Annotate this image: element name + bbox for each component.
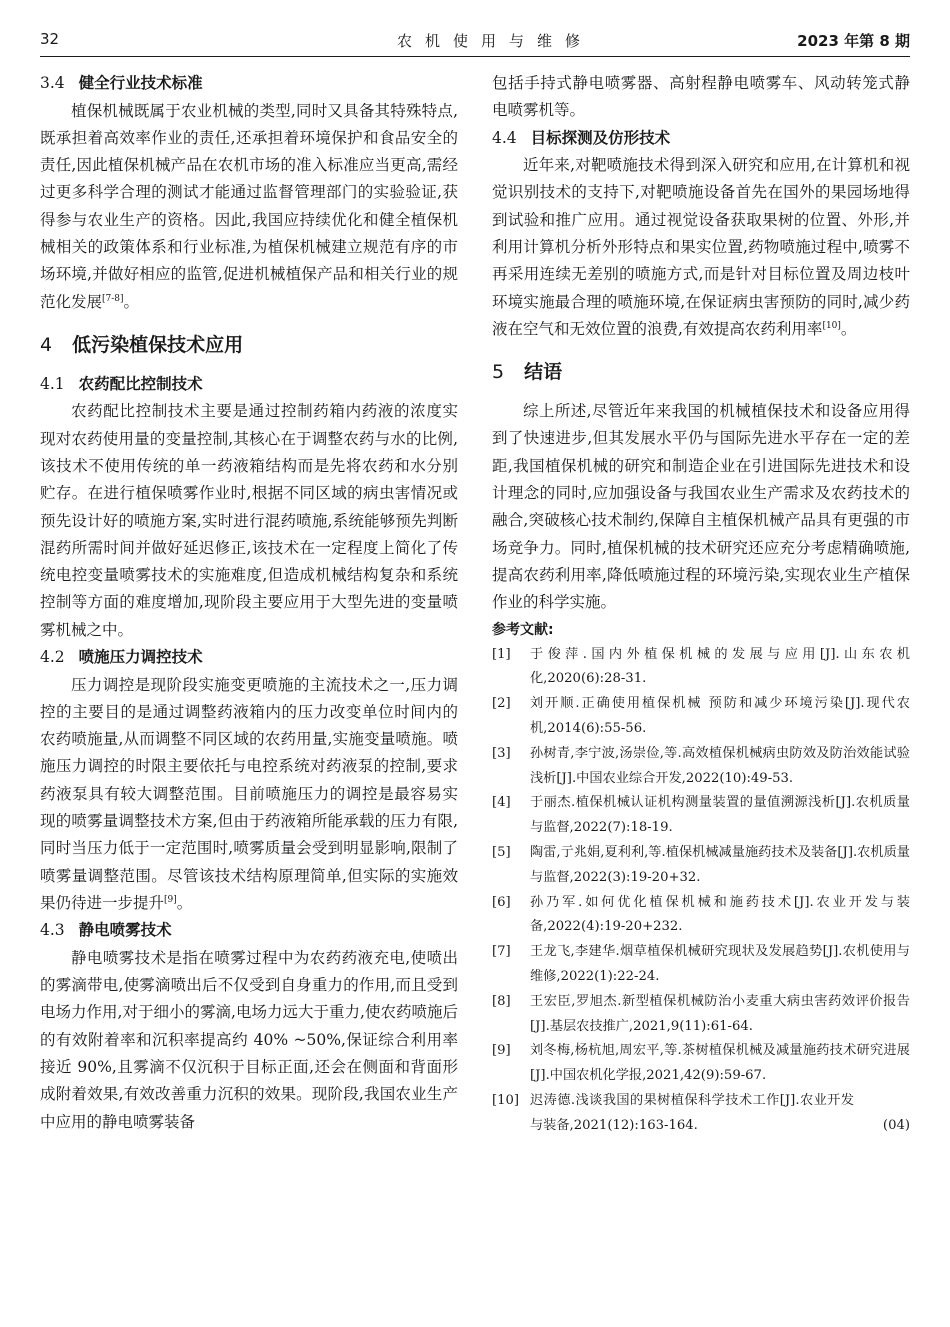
section-5-heading: 5 结语 [492, 361, 563, 384]
citation: [9] [164, 894, 177, 905]
reference-item: [9] 刘冬梅,杨杭旭,周宏平,等.茶树植保机械及减量施药技术研究进展[J].中国农机化学报,2021,42(9):59-67. [492, 1043, 910, 1084]
reference-item: [5] 陶雷,亍兆娟,夏利利,等.植保机械减量施药技术及装备[J].农机质量与监督,2022(3):19-20+32. [492, 844, 910, 885]
section-4-1-heading: 4.1 农药配比控制技术 [40, 374, 203, 393]
section-3-4-heading: 3.4 健全行业技术标准 [40, 74, 203, 92]
left-column [40, 70, 458, 1136]
section-5-paragraph: 综上所述,尽管近年来我国的机械植保技术和设备应用得到了快速进步,但其发展水平仍与国际先进水平存在一定的差距,我国植保机械的研究和制造企业在引进国际先进技术和设计理念的同时,应加强设备与我国农业生产需求及农药技术的融合,突破核心技术制约,保障自主植保机械产品具有更强的市场竞争力。同时,植保机械的技术研究还应充分考虑精确喷施,提高农药利用率,降低喷施过程的环境污染,实现农业生产植保作业的科学实施。 [492, 402, 910, 612]
reference-item: [4] 于丽杰.植保机械认证机构测量装置的量值溯源浅析[J].农机质量与监督,2022(7):18-19. [492, 795, 910, 836]
section-4-2-heading: 4.2 喷施压力调控技术 [40, 648, 203, 667]
reference-item: [3] 孙树青,李宁波,汤崇俭,等.高效植保机械病虫防效及防治效能试验浅析[J].中国农业综合开发,2022(10):49-53. [492, 745, 910, 786]
issue-label: 2023 年第 8 期 [797, 32, 910, 50]
reference-item: [10] 迟涛德.浅谈我国的果树植保科学技术工作[J].农业开发与装备,2021(12):163-164. (04) [492, 1089, 910, 1139]
reference-item: [8] 王宏臣,罗旭杰.新型植保机械防治小麦重大病虫害药效评价报告[J].基层农技推广,2021,9(11):61-64. [492, 993, 910, 1034]
section-4-heading: 4 低污染植保技术应用 [40, 333, 244, 356]
page-number: 32 [40, 30, 60, 48]
section-4-4-paragraph: 近年来,对靶喷施技术得到深入研究和应用,在计算机和视觉识别技术的支持下,对靶喷施设备首先在国外的果园场地得到试验和推广应用。通过视觉设备获取果树的位置、外形,并利用计算机分析外形特点和果实位置,药物喷施过程中,喷雾不再采用连续无差别的喷施方式,而是针对目标位置及周边枝叶环境实施最合理的喷施环境,在保证病虫害预防的同时,减少药液在空气和无效位置的浪费,有效提高农药利用率[10]。 [492, 156, 910, 338]
reference-item: [7] 王龙飞,李建华.烟草植保机械研究现状及发展趋势[J].农机使用与维修,2022(1):22-24. [492, 944, 910, 984]
journal-title: 农机使用与维修 [396, 32, 593, 50]
right-column [492, 70, 910, 1138]
section-4-2-paragraph: 压力调控是现阶段实施变更喷施的主流技术之一,压力调控的主要目的是通过调整药液箱内的压力改变单位时间内的农药喷施量,从而调整不同区域的农药用量,实施变量喷施。喷施压力调控的时限主要依托与电控系统对药液泵的控制,要求药液泵具有较大调整范围。目前喷施压力的调控是最容易实现的喷雾量调整技术方案,但由于药液箱所能承载的压力有限,同时当压力低于一定范围时,喷雾质量会受到明显影响,限制了喷雾量调整范围。尽管该技术结构原理简单,但实际的实施效果仍待进一步提升[9]。 [40, 675, 458, 912]
references-heading: 参考文献: [492, 621, 554, 638]
page-header [40, 30, 910, 57]
section-4-1-paragraph: 农药配比控制技术主要是通过控制药箱内药液的浓度实现对农药使用量的变量控制,其核心在于调整农药与水的比例,该技术不使用传统的单一药液箱结构而是先将农药和水分别贮存。在进行植保喷雾作业时,根据不同区域的病虫害情况或预先设计好的喷施方案,实时进行混药喷施,系统能够预先判断混药所需时间并做好延迟修正,该技术在一定程度上简化了传统电控变量喷雾技术的实施难度,但造成机械结构复杂和系统控制等方面的难度增加,现阶段主要应用于大型先进的变量喷雾机械之中。 [40, 402, 458, 639]
reference-item: [2] 刘开顺.正确使用植保机械 预防和减少环境污染[J].现代农机,2014(6):55-56. [492, 696, 910, 736]
citation: [10] [822, 320, 841, 331]
section-3-4-paragraph: 植保机械既属于农业机械的类型,同时又具备其特殊特点,既承担着高效率作业的责任,还承担着环境保护和食品安全的责任,因此植保机械产品在农机市场的准入标准应当更高,需经过更多科学合理的测试才能通过监督管理部门的实验验证,获得参与农业生产的资格。因此,我国应持续优化和健全植保机械相关的政策体系和行业标准,为植保机械建立规范有序的市场环境,并做好相应的监管,促进机械植保产品和相关行业的规范化发展[7-8]。 [40, 101, 458, 311]
section-4-3-heading: 4.3 静电喷雾技术 [40, 921, 172, 940]
reference-item: [1] 于俊萍.国内外植保机械的发展与应用[J].山东农机化,2020(6):28-31. [492, 646, 910, 687]
citation: [7-8] [102, 293, 124, 304]
references-list [492, 643, 910, 1139]
reference-item: [6] 孙乃军.如何优化植保机械和施药技术[J].农业开发与装备,2022(4):19-20+232. [492, 894, 910, 935]
article-end-mark: (04) [882, 1117, 910, 1133]
section-4-3-paragraph: 静电喷雾技术是指在喷雾过程中为农药药液充电,使喷出的雾滴带电,使雾滴喷出后不仅受到自身重力的作用,而且受到电场力作用,对于细小的雾滴,电场力远大于重力,使农药喷施后的有效附着率和沉积率提高约 40% ~50%,保证综合利用率接近 90%,且雾滴不仅沉积于目标正面,还会在侧面和背面形成附着效果,有效改善重力沉积的效果。现阶段,我国农业生产中应用的静电喷雾装备 [40, 948, 458, 1131]
section-4-4-heading: 4.4 目标探测及仿形技术 [492, 128, 671, 147]
section-4-3-continuation: 包括手持式静电喷雾器、高射程静电喷雾车、风动转笼式静电喷雾机等。 [492, 74, 910, 120]
